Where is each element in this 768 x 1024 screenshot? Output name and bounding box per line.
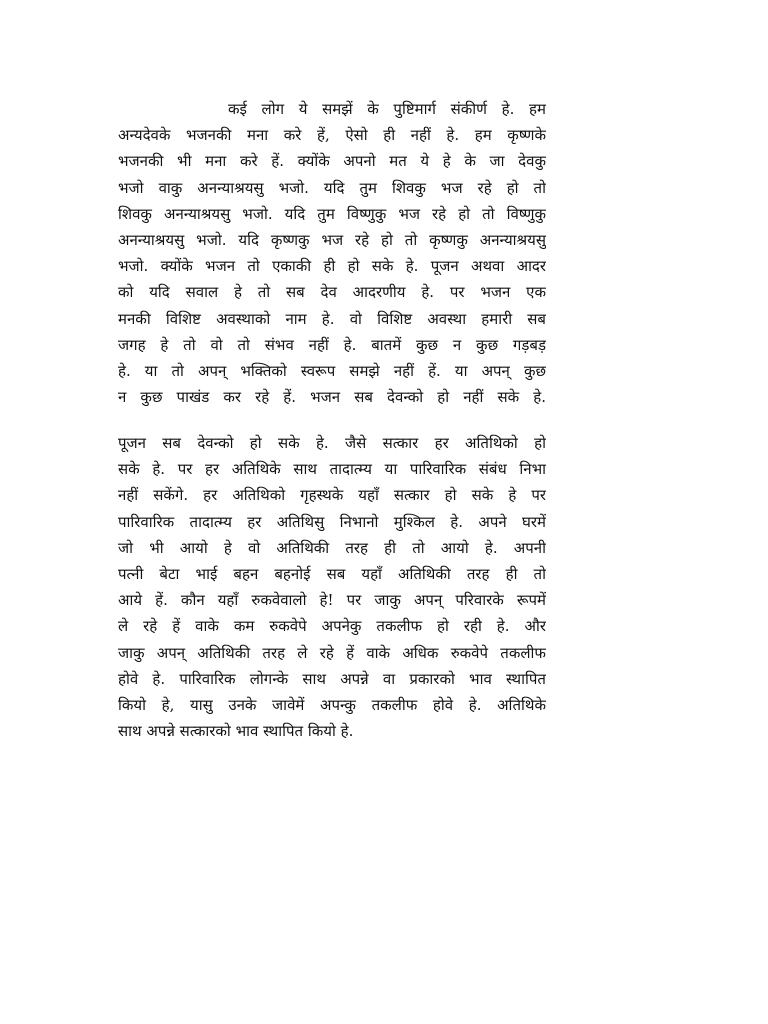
text-line: भजो. क्योंके भजन तो एकाकी ही हो सके हे. पूजन अथवा आदर — [118, 257, 546, 276]
text-line: जाकु अपन् अतिथिकी तरह ले रहे हें वाके अधिक रुकवेपे तकलीफ — [118, 643, 546, 662]
text-line: भजनकी भी मना करे हें. क्योंके अपनो मत ये हे के जा देवकु — [118, 152, 546, 171]
text-line: कियो हे, यासु उनके जावेमें अपन्कु तकलीफ होवे हे. अतिथिके — [118, 695, 546, 714]
text-line: ले रहे हें वाके कम रुकवेपे अपनेकु तकलीफ हो रही हे. और — [118, 617, 546, 636]
paragraph-1 — [118, 96, 546, 410]
text-line: अनन्याश्रयसु भजो. यदि कृष्णकु भज रहे हो तो कृष्णकु अनन्याश्रयसु — [118, 230, 546, 249]
text-line: को यदि सवाल हे तो सब देव आदरणीय हे. पर भजन एक — [118, 283, 546, 302]
text-line: पूजन सब देवन्को हो सके हे. जैसे सत्कार हर अतिथिको हो — [118, 434, 546, 452]
text-line: जगह हे तो वो तो संभव नहीं हे. बातमें कुछ न कुछ गड़बड़ — [118, 335, 546, 354]
text-line: कई लोग ये समझें के पुष्टिमार्ग संकीर्ण हे. हम — [228, 100, 546, 118]
paragraph-2 — [118, 430, 546, 744]
text-line: जो भी आयो हे वो अतिथिकी तरह ही तो आयो हे. अपनी — [118, 538, 546, 557]
text-line: मनकी विशिष्ट अवस्थाको नाम हे. वो विशिष्ट अवस्था हमारी सब — [118, 309, 546, 328]
text-line: हे. या तो अपन् भक्तिको स्वरूप समझे नहीं हें. या अपन् कुछ — [118, 361, 546, 380]
text-line: होवे हे. पारिवारिक लोगन्के साथ अपन्ने वा प्रकारको भाव स्थापित — [118, 669, 546, 688]
text-line: पत्नी बेटा भाई बहन बहनोई सब यहाँ अतिथिकी तरह ही तो — [118, 564, 546, 583]
text-line: साथ अपन्ने सत्कारको भाव स्थापित कियो हे. — [118, 722, 354, 741]
text-line: नहीं सकेंगे. हर अतिथिको गृहस्थके यहाँ सत्कार हो सके हे पर — [118, 486, 546, 505]
text-line: शिवकु अनन्याश्रयसु भजो. यदि तुम विष्णुकु भज रहे हो तो विष्णुकु — [118, 204, 546, 223]
text-line: न कुछ पाखंड कर रहे हें. भजन सब देवन्को हो नहीं सके हे. — [118, 388, 546, 407]
text-line: भजो वाकु अनन्याश्रयसु भजो. यदि तुम शिवकु भज रहे हो तो — [118, 178, 546, 197]
text-line: आये हें. कौन यहाँ रुकवेवालो हे! पर जाकु अपन् परिवारके रूपमें — [118, 591, 546, 610]
text-line: अन्यदेवके भजनकी मना करे हें, ऐसो ही नहीं हे. हम कृष्णके — [118, 126, 546, 145]
text-line: सके हे. पर हर अतिथिके साथ तादात्म्य या पारिवारिक संबंध निभा — [118, 460, 546, 479]
text-line: पारिवारिक तादात्म्य हर अतिथिसु निभानो मुश्किल हे. अपने घरमें — [118, 512, 546, 531]
